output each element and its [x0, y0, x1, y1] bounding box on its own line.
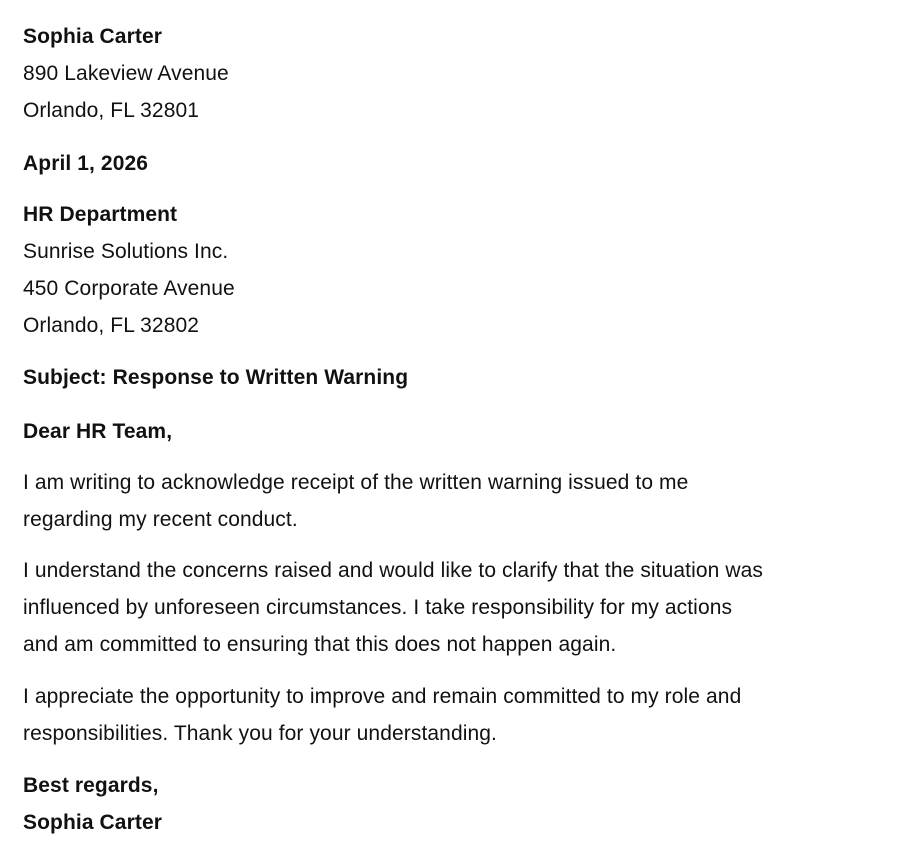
- body-line: responsibilities. Thank you for your understanding.: [23, 722, 497, 745]
- subject-line: Subject: Response to Written Warning: [23, 366, 409, 389]
- closing: Best regards,: [23, 774, 159, 797]
- recipient-company: Sunrise Solutions Inc.: [23, 240, 229, 263]
- letter-date: April 1, 2026: [23, 152, 149, 175]
- body-line: and am committed to ensuring that this does not happen again.: [23, 633, 617, 656]
- body-line: I appreciate the opportunity to improve and remain committed to my role and: [23, 685, 742, 708]
- body-line: I understand the concerns raised and would like to clarify that the situation was: [23, 559, 764, 582]
- sender-street: 890 Lakeview Avenue: [23, 62, 229, 85]
- recipient-department: HR Department: [23, 203, 178, 226]
- body-line: influenced by unforeseen circumstances. I take responsibility for my actions: [23, 596, 733, 619]
- recipient-city: Orlando, FL 32802: [23, 314, 200, 337]
- sender-city: Orlando, FL 32801: [23, 99, 200, 122]
- body-line: regarding my recent conduct.: [23, 508, 298, 531]
- body-line: I am writing to acknowledge receipt of the written warning issued to me: [23, 471, 689, 494]
- signature: Sophia Carter: [23, 811, 162, 834]
- sender-name: Sophia Carter: [23, 25, 162, 48]
- salutation: Dear HR Team,: [23, 420, 173, 443]
- recipient-street: 450 Corporate Avenue: [23, 277, 235, 300]
